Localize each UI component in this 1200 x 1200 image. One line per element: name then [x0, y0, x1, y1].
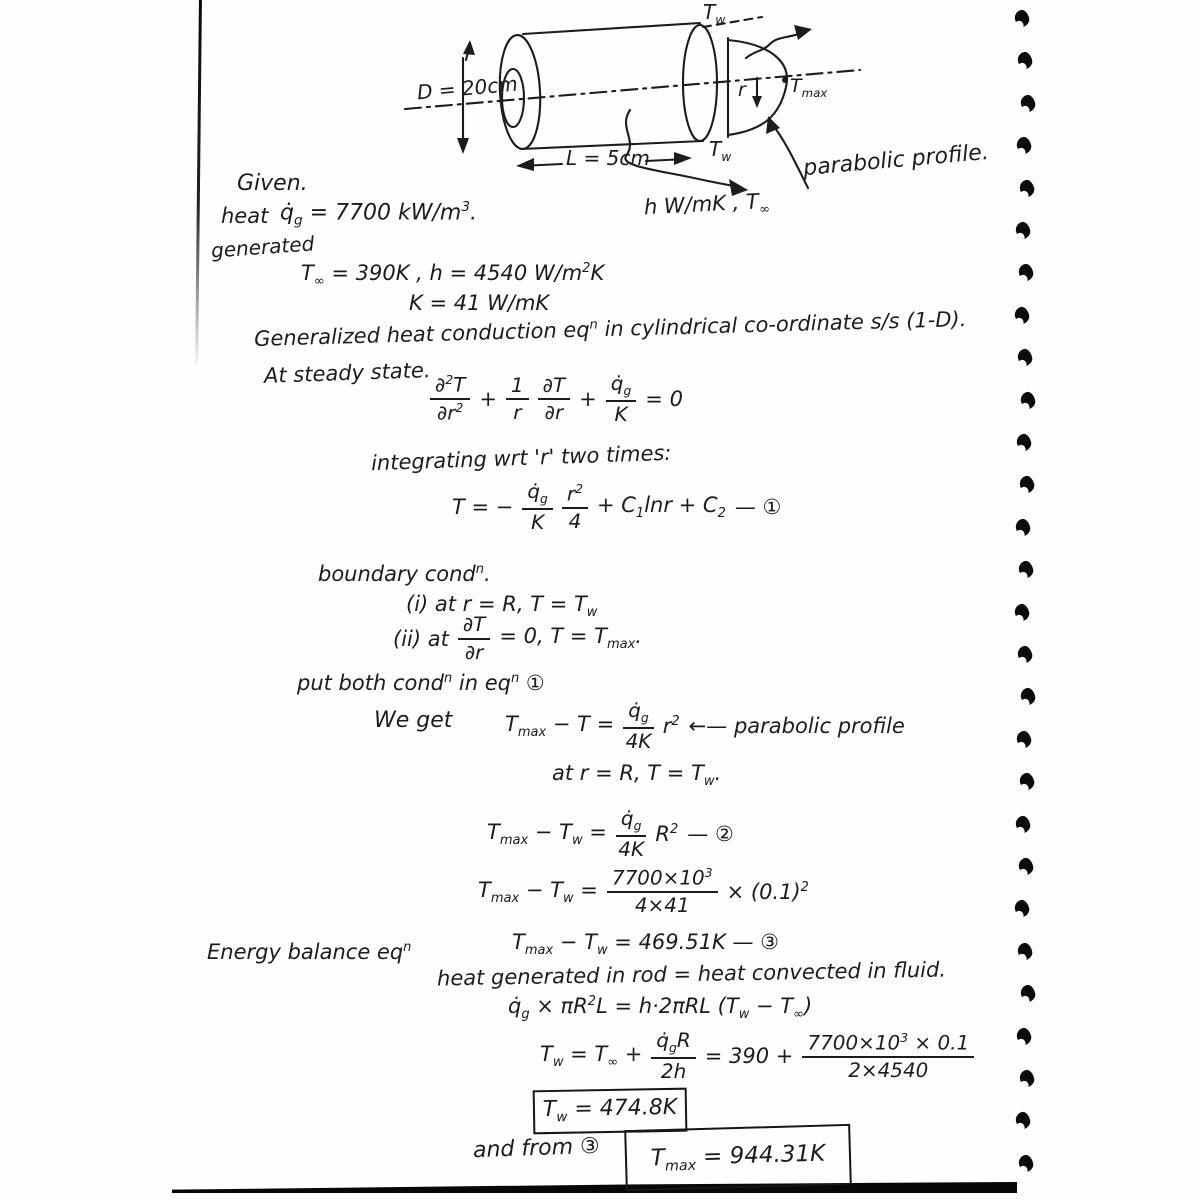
tmax-result: $T_{max} = 944.31K$ [650, 1140, 826, 1175]
binding-hole-icon [1014, 517, 1032, 537]
radius-label: r [738, 79, 746, 101]
binding-hole-icon [1019, 93, 1037, 113]
binding-hole-icon [1015, 729, 1033, 749]
conduction-equation: $\frac{\partial^2T}{\partial r^2}$ + $\frac{1}{r}$ $\frac{\partial T}{\partial r}$ + $\frac{q̇_g}{K}$ = 0 [430, 373, 683, 426]
boundary-condition-2: (ii) at $\frac{\partial T}{\partial r}$ = 0, $T = T_{max}$. [393, 612, 642, 664]
energy-equation: $q̇_g \times \pi R^2L = h\cdot 2\pi RL$ $(T_w - T_\infty)$ [508, 994, 813, 1023]
balance-statement-line: heat generated in rod = heat convected in fluid. [436, 957, 947, 991]
arrowhead-down-icon [457, 138, 469, 154]
given-line-temps: $T_\infty = 390K$ , h = 4540 $W/m^2K$ [301, 261, 605, 290]
binding-hole-icon [1016, 348, 1034, 368]
wall-temp-top-label: $T_w$ [703, 0, 726, 27]
diameter-label: D = 20cm [416, 71, 519, 105]
binding-hole-icon [1016, 941, 1034, 961]
given-title: Given. [237, 171, 308, 196]
tmax-label: $T_{max}$ [790, 75, 828, 100]
and-from-line: and from ③ [472, 1133, 601, 1164]
steady-state-line: At steady state. [263, 358, 431, 388]
binding-hole-icon [1015, 1026, 1033, 1046]
binding-hole-icon [1013, 305, 1031, 325]
parabolic-profile-equation: $T_{max} - T$ = $\frac{q̇_g}{4K}$ $r^2$ ←— parabolic profile [505, 698, 905, 754]
we-get-label: We get [374, 708, 453, 733]
cylinder-right-face [683, 25, 717, 141]
tmax-result-box [624, 1124, 852, 1191]
binding-hole-icon [1016, 645, 1034, 665]
binding-hole-icon [1013, 9, 1031, 29]
binding-hole-icon [1017, 263, 1035, 283]
tw-result: $T_w = 474.8K$ [542, 1095, 678, 1126]
arrowhead-upright-icon [794, 25, 812, 40]
arrowhead-down-icon [752, 96, 762, 108]
general-equation-line: Generalized heat conduction $eq^n$ in cylindrical co-ordinate s/s (1-D). [253, 307, 967, 351]
binding-hole-icon [1019, 390, 1037, 410]
integrated-equation: T = − $\frac{q̇_g}{K}$ $\frac{r^2}{4}$ + $C_1\ln r + C_2$ — ① [452, 479, 782, 535]
integrating-line: integrating wrt 'r' two times: [370, 440, 672, 476]
binding-hole-icon [1018, 772, 1036, 792]
equation-three: $T_{max} - T_w = 469.51K$ — ③ [512, 930, 779, 959]
length-label: L = 5cm [566, 146, 650, 170]
binding-hole-icon [1013, 899, 1031, 919]
binding-hole-icon [1019, 687, 1037, 707]
binding-hole-icon [1015, 433, 1033, 453]
binding-hole-icon [1018, 1069, 1036, 1089]
put-conditions-line: put both cond$^n$ in $eq^n$ ① [297, 671, 545, 695]
at-wall-line: at r = R, $T = T_w$. [552, 761, 722, 790]
heat-word: heat [221, 204, 269, 228]
energy-balance-title: Energy balance $eq^n$ [207, 940, 412, 964]
binding-hole-icon [1019, 984, 1037, 1004]
binding-hole-icon [1013, 602, 1031, 622]
wall-temp-bottom-label: $T_w$ [709, 137, 732, 164]
cylinder-top-line [523, 23, 700, 34]
given-line-conductivity: K = 41 W/mK [409, 291, 550, 315]
profile-label: parabolic profile. [802, 139, 990, 182]
equation-substituted: $T_{max} - T_w$ = $\frac{7700\times 10^3}{4\times 41}$ × $(0.1)^2$ [478, 865, 809, 918]
page-bottom-edge [172, 1181, 1017, 1193]
arrowhead-up-icon [463, 40, 475, 55]
binding-hole-icon [1017, 857, 1035, 877]
arrowhead-right-icon [674, 152, 692, 165]
binding-hole-icon [1017, 560, 1035, 580]
binding-hole-icon [1018, 178, 1036, 198]
binding-hole-icon [1014, 1111, 1032, 1131]
heat-generated-equation: $q̇_g = 7700$ $kW/m^3$. [280, 199, 478, 229]
wall-temp-equation: $T_w = T_\infty$ + $\frac{q̇_gR}{2h}$ = 390 + $\frac{7700\times 10^3 \times 0.1}{2\times 4540}$ [540, 1030, 974, 1083]
rod-diagram [0, 0, 1000, 240]
binding-hole-icon [1017, 1153, 1035, 1173]
boundary-title: boundary cond$^n$. [318, 562, 491, 586]
arrowhead-left-icon [516, 158, 534, 171]
tw-result-box [533, 1088, 688, 1135]
generated-word: generated [210, 231, 315, 263]
binding-hole-icon [1014, 814, 1032, 834]
convection-label: h W/mK , $T_\infty$ [643, 189, 771, 220]
binding-hole-icon [1014, 221, 1032, 241]
equation-two: $T_{max} - T_w$ = $\frac{q̇_g}{4K}$ $R^2$ — ② [487, 806, 734, 862]
boundary-condition-1: (i) at r = R, $T = T_w$ [406, 592, 598, 621]
tmax-point [782, 77, 788, 83]
binding-hole-icon [1016, 51, 1034, 71]
binding-hole-icon [1015, 136, 1033, 156]
binding-hole-icon [1018, 475, 1036, 495]
